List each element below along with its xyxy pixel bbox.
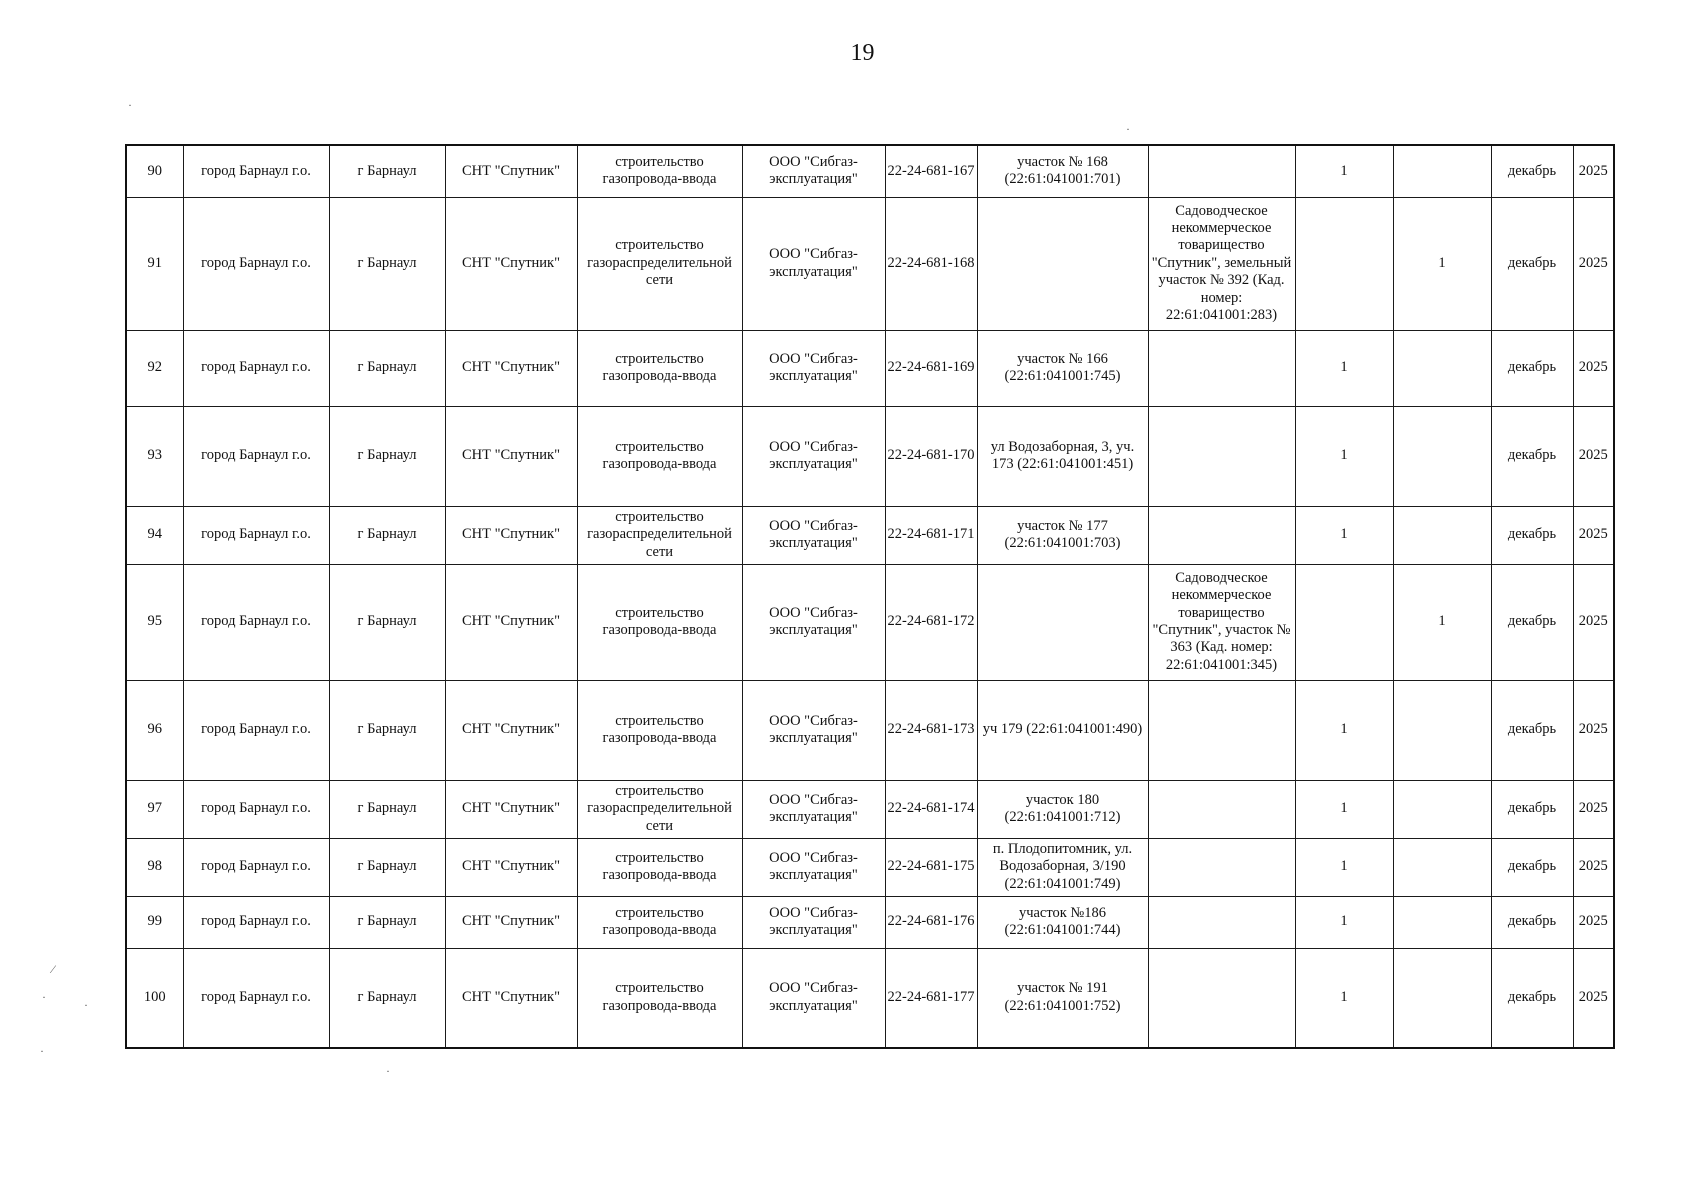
cell-year: 2025: [1573, 506, 1614, 564]
cell-note: [1148, 406, 1295, 506]
cell-count-a: 1: [1295, 838, 1393, 896]
cell-year: 2025: [1573, 896, 1614, 948]
cell-city: г Барнаул: [329, 564, 445, 680]
cell-city: г Барнаул: [329, 330, 445, 406]
table-row: [126, 330, 1614, 406]
cell-city: г Барнаул: [329, 145, 445, 197]
table-row: [126, 948, 1614, 1048]
cell-organization: СНТ "Спутник": [445, 330, 577, 406]
cell-city: г Барнаул: [329, 948, 445, 1048]
cell-month: декабрь: [1491, 680, 1573, 780]
cell-note: [1148, 145, 1295, 197]
cell-year: 2025: [1573, 680, 1614, 780]
cell-month: декабрь: [1491, 838, 1573, 896]
cell-address: [977, 197, 1148, 330]
cell-count-b: [1393, 145, 1491, 197]
cell-note: Садоводческое некоммерческое товарищество "Спутник", земельный участок № 392 (Кад. номер: 22:61:041001:283): [1148, 197, 1295, 330]
cell-organization: СНТ "Спутник": [445, 197, 577, 330]
cell-district: город Барнаул г.о.: [183, 896, 329, 948]
cell-number: 96: [126, 680, 183, 780]
cell-city: г Барнаул: [329, 896, 445, 948]
cell-count-b: 1: [1393, 564, 1491, 680]
cell-district: город Барнаул г.о.: [183, 680, 329, 780]
cell-month: декабрь: [1491, 948, 1573, 1048]
cell-count-a: 1: [1295, 896, 1393, 948]
cell-note: [1148, 948, 1295, 1048]
cell-count-b: [1393, 330, 1491, 406]
cell-district: город Барнаул г.о.: [183, 948, 329, 1048]
cell-address: участок № 166 (22:61:041001:745): [977, 330, 1148, 406]
cell-number: 93: [126, 406, 183, 506]
cell-district: город Барнаул г.о.: [183, 838, 329, 896]
cell-work-type: строительство газораспределительной сети: [577, 780, 742, 838]
cell-count-b: [1393, 838, 1491, 896]
cell-work-type: строительство газопровода-ввода: [577, 330, 742, 406]
cell-address: участок №186 (22:61:041001:744): [977, 896, 1148, 948]
cell-code: 22-24-681-169: [885, 330, 977, 406]
scan-speck: ·: [42, 990, 46, 1004]
scan-speck: ·: [386, 1064, 390, 1078]
cell-year: 2025: [1573, 145, 1614, 197]
cell-district: город Барнаул г.о.: [183, 330, 329, 406]
cell-number: 100: [126, 948, 183, 1048]
cell-code: 22-24-681-176: [885, 896, 977, 948]
cell-count-a: 1: [1295, 780, 1393, 838]
cell-city: г Барнаул: [329, 197, 445, 330]
cell-district: город Барнаул г.о.: [183, 145, 329, 197]
cell-address: п. Плодопитомник, ул. Водозаборная, 3/190 (22:61:041001:749): [977, 838, 1148, 896]
cell-number: 90: [126, 145, 183, 197]
cell-code: 22-24-681-170: [885, 406, 977, 506]
cell-district: город Барнаул г.о.: [183, 197, 329, 330]
table-body: [126, 145, 1614, 1048]
cell-year: 2025: [1573, 948, 1614, 1048]
cell-organization: СНТ "Спутник": [445, 564, 577, 680]
cell-company: ООО "Сибгаз-эксплуатация": [742, 948, 885, 1048]
cell-district: город Барнаул г.о.: [183, 564, 329, 680]
cell-note: Садоводческое некоммерческое товарищество "Спутник", участок № 363 (Кад. номер: 22:61:041001:345): [1148, 564, 1295, 680]
cell-organization: СНТ "Спутник": [445, 680, 577, 780]
cell-month: декабрь: [1491, 896, 1573, 948]
cell-code: 22-24-681-177: [885, 948, 977, 1048]
cell-count-b: [1393, 780, 1491, 838]
cell-code: 22-24-681-175: [885, 838, 977, 896]
cell-organization: СНТ "Спутник": [445, 145, 577, 197]
cell-count-a: 1: [1295, 680, 1393, 780]
cell-company: ООО "Сибгаз-эксплуатация": [742, 145, 885, 197]
cell-code: 22-24-681-168: [885, 197, 977, 330]
cell-count-a: 1: [1295, 406, 1393, 506]
cell-count-a: 1: [1295, 948, 1393, 1048]
cell-city: г Барнаул: [329, 406, 445, 506]
cell-count-a: [1295, 197, 1393, 330]
cell-address: участок 180 (22:61:041001:712): [977, 780, 1148, 838]
cell-count-a: 1: [1295, 506, 1393, 564]
cell-count-b: [1393, 506, 1491, 564]
scan-speck: ⁄: [52, 962, 55, 976]
cell-number: 97: [126, 780, 183, 838]
cell-organization: СНТ "Спутник": [445, 838, 577, 896]
cell-note: [1148, 896, 1295, 948]
cell-note: [1148, 838, 1295, 896]
page-number: 19: [850, 40, 875, 66]
data-table: [125, 144, 1615, 1049]
cell-year: 2025: [1573, 406, 1614, 506]
table-row: [126, 838, 1614, 896]
table-row: [126, 564, 1614, 680]
cell-year: 2025: [1573, 838, 1614, 896]
cell-count-b: [1393, 406, 1491, 506]
cell-company: ООО "Сибгаз-эксплуатация": [742, 197, 885, 330]
cell-work-type: строительство газопровода-ввода: [577, 145, 742, 197]
cell-month: декабрь: [1491, 780, 1573, 838]
scan-speck: ·: [40, 1044, 44, 1058]
cell-month: декабрь: [1491, 406, 1573, 506]
cell-count-b: [1393, 948, 1491, 1048]
cell-code: 22-24-681-172: [885, 564, 977, 680]
cell-year: 2025: [1573, 780, 1614, 838]
cell-note: [1148, 506, 1295, 564]
cell-company: ООО "Сибгаз-эксплуатация": [742, 838, 885, 896]
cell-organization: СНТ "Спутник": [445, 948, 577, 1048]
cell-company: ООО "Сибгаз-эксплуатация": [742, 506, 885, 564]
cell-address: участок № 177 (22:61:041001:703): [977, 506, 1148, 564]
cell-code: 22-24-681-174: [885, 780, 977, 838]
table-row: [126, 680, 1614, 780]
table-row: [126, 780, 1614, 838]
cell-company: ООО "Сибгаз-эксплуатация": [742, 330, 885, 406]
cell-address: ул Водозаборная, 3, уч. 173 (22:61:041001:451): [977, 406, 1148, 506]
cell-company: ООО "Сибгаз-эксплуатация": [742, 780, 885, 838]
cell-count-b: 1: [1393, 197, 1491, 330]
cell-number: 91: [126, 197, 183, 330]
cell-year: 2025: [1573, 564, 1614, 680]
scan-speck: ·: [128, 98, 132, 112]
cell-work-type: строительство газопровода-ввода: [577, 680, 742, 780]
cell-note: [1148, 780, 1295, 838]
cell-month: декабрь: [1491, 330, 1573, 406]
cell-count-a: 1: [1295, 145, 1393, 197]
cell-number: 92: [126, 330, 183, 406]
table-row: [126, 145, 1614, 197]
cell-work-type: строительство газораспределительной сети: [577, 506, 742, 564]
cell-work-type: строительство газораспределительной сети: [577, 197, 742, 330]
cell-city: г Барнаул: [329, 680, 445, 780]
cell-address: уч 179 (22:61:041001:490): [977, 680, 1148, 780]
cell-count-a: [1295, 564, 1393, 680]
cell-number: 95: [126, 564, 183, 680]
cell-district: город Барнаул г.о.: [183, 506, 329, 564]
cell-company: ООО "Сибгаз-эксплуатация": [742, 680, 885, 780]
cell-count-a: 1: [1295, 330, 1393, 406]
cell-company: ООО "Сибгаз-эксплуатация": [742, 896, 885, 948]
cell-count-b: [1393, 680, 1491, 780]
cell-month: декабрь: [1491, 197, 1573, 330]
cell-city: г Барнаул: [329, 780, 445, 838]
scan-speck: ·: [1126, 122, 1130, 136]
cell-count-b: [1393, 896, 1491, 948]
cell-address: [977, 564, 1148, 680]
cell-city: г Барнаул: [329, 506, 445, 564]
cell-organization: СНТ "Спутник": [445, 780, 577, 838]
table-row: [126, 506, 1614, 564]
cell-work-type: строительство газопровода-ввода: [577, 564, 742, 680]
cell-number: 98: [126, 838, 183, 896]
cell-address: участок № 191 (22:61:041001:752): [977, 948, 1148, 1048]
cell-code: 22-24-681-171: [885, 506, 977, 564]
table-row: [126, 896, 1614, 948]
cell-work-type: строительство газопровода-ввода: [577, 896, 742, 948]
cell-month: декабрь: [1491, 145, 1573, 197]
cell-organization: СНТ "Спутник": [445, 506, 577, 564]
cell-organization: СНТ "Спутник": [445, 896, 577, 948]
cell-number: 99: [126, 896, 183, 948]
cell-organization: СНТ "Спутник": [445, 406, 577, 506]
cell-number: 94: [126, 506, 183, 564]
cell-company: ООО "Сибгаз-эксплуатация": [742, 406, 885, 506]
cell-code: 22-24-681-167: [885, 145, 977, 197]
table-row: [126, 197, 1614, 330]
cell-month: декабрь: [1491, 564, 1573, 680]
cell-city: г Барнаул: [329, 838, 445, 896]
cell-note: [1148, 330, 1295, 406]
scan-speck: ·: [84, 998, 88, 1012]
cell-district: город Барнаул г.о.: [183, 406, 329, 506]
cell-code: 22-24-681-173: [885, 680, 977, 780]
cell-work-type: строительство газопровода-ввода: [577, 838, 742, 896]
cell-work-type: строительство газопровода-ввода: [577, 948, 742, 1048]
cell-district: город Барнаул г.о.: [183, 780, 329, 838]
cell-year: 2025: [1573, 197, 1614, 330]
cell-year: 2025: [1573, 330, 1614, 406]
table-row: [126, 406, 1614, 506]
cell-address: участок № 168 (22:61:041001:701): [977, 145, 1148, 197]
cell-note: [1148, 680, 1295, 780]
cell-month: декабрь: [1491, 506, 1573, 564]
cell-company: ООО "Сибгаз-эксплуатация": [742, 564, 885, 680]
cell-work-type: строительство газопровода-ввода: [577, 406, 742, 506]
